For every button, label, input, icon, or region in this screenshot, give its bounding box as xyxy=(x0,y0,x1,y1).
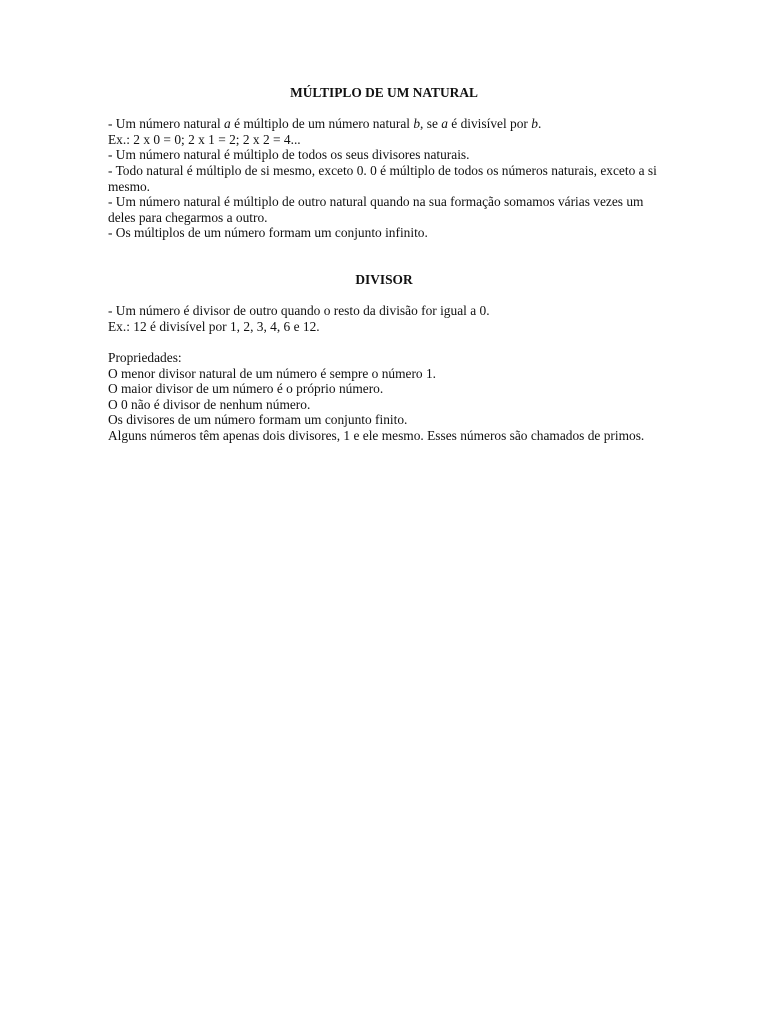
property-line: O menor divisor natural de um número é sempre o número 1. xyxy=(108,365,436,381)
example-line: Ex.: 2 x 0 = 0; 2 x 1 = 2; 2 x 2 = 4... xyxy=(108,131,301,147)
spacer xyxy=(108,334,660,350)
section-divisor-body xyxy=(108,303,660,443)
property-line: O maior divisor de um número é o próprio número. xyxy=(108,381,384,397)
property-line: O 0 não é divisor de nenhum número. xyxy=(108,396,311,412)
definition-line: - Um número é divisor de outro quando o resto da divisão for igual a 0. xyxy=(108,303,490,319)
section-multiplo-body xyxy=(108,116,660,241)
section-title-multiplo: MÚLTIPLO DE UM NATURAL xyxy=(290,85,478,100)
spacer xyxy=(108,241,660,272)
variable-b: b xyxy=(413,116,421,132)
variable-a: a xyxy=(441,116,448,132)
spacer xyxy=(108,101,660,117)
variable-a: a xyxy=(224,116,231,132)
variable-b: b xyxy=(531,116,538,132)
property-line: Os divisores de um número formam um conjunto finito. xyxy=(108,412,408,428)
statement-line: - Um número natural é múltiplo de outro natural quando na sua formação somamos várias vezes um deles para chegarmos a outro. xyxy=(108,194,644,225)
text-span: é divisível por xyxy=(447,116,532,132)
section-title-divisor: DIVISOR xyxy=(355,271,413,287)
statement-line: - Um número natural é múltiplo de todos os seus divisores naturais. xyxy=(108,147,470,163)
text-span: é múltiplo de um número natural xyxy=(230,116,414,132)
statement-line: - Todo natural é múltiplo de si mesmo, exceto 0. 0 é múltiplo de todos os números naturais, exceto a si mesmo. xyxy=(108,162,657,194)
spacer xyxy=(108,288,660,304)
statement-line: - Os múltiplos de um número formam um conjunto infinito. xyxy=(108,225,428,241)
property-line: Alguns números têm apenas dois divisores, 1 e ele mesmo. Esses números são chamados de primos. xyxy=(108,427,645,443)
example-line: Ex.: 12 é divisível por 1, 2, 3, 4, 6 e 12. xyxy=(108,318,320,334)
text-span: - Um número natural xyxy=(108,116,225,132)
text-span: , se xyxy=(420,116,442,132)
text-span: . xyxy=(537,116,542,132)
properties-label: Propriedades: xyxy=(108,349,182,365)
definition-line xyxy=(108,116,660,132)
